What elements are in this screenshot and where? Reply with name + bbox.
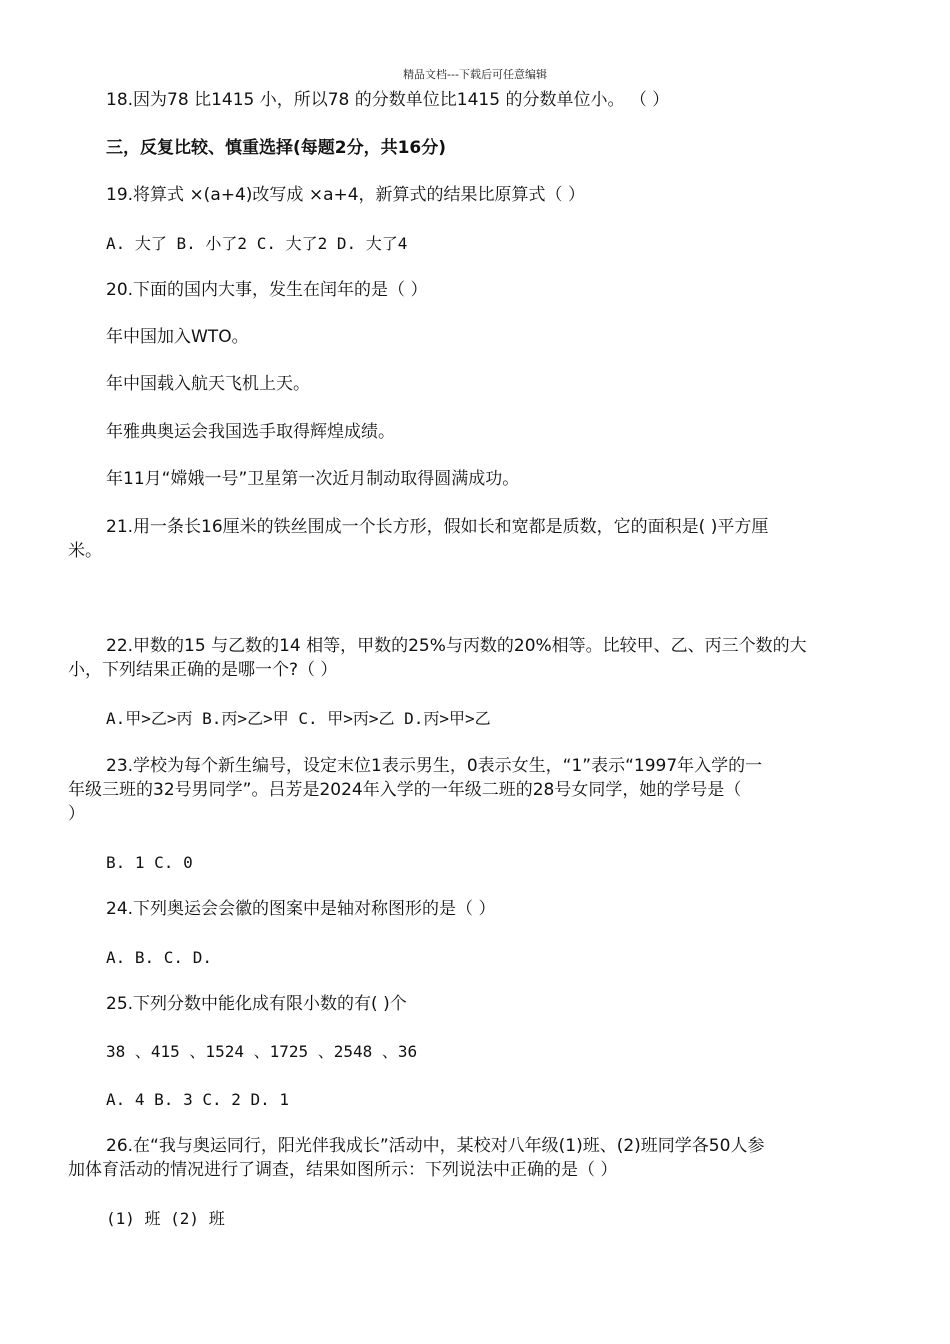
question-21: 21.用一条长16厘米的铁丝围成一个长方形，假如长和宽都是质数，它的面积是( )平方厘	[106, 517, 769, 537]
question-23: 23.学校为每个新生编号，设定末位1表示男生，0表示女生，“1”表示“1997年入学的一	[106, 756, 763, 776]
question-20-item-1: 年中国加入WTO。	[106, 327, 249, 347]
question-23-cont-2: ）	[68, 804, 85, 824]
question-26-figure-labels: (1) 班 (2) 班	[106, 1209, 225, 1228]
question-26: 26.在“我与奥运同行，阳光伴我成长”活动中，某校对八年级(1)班、(2)班同学各50人参	[106, 1136, 765, 1156]
question-22-cont: 小，下列结果正确的是哪一个?（ ）	[68, 660, 338, 680]
question-21-cont: 米。	[68, 541, 102, 561]
question-24-options: A. B. C. D.	[106, 948, 212, 967]
question-20-item-4: 年11月“嫦娥一号”卫星第一次近月制动取得圆满成功。	[106, 469, 520, 489]
page-header: 精品文档---下载后可任意编辑	[403, 68, 547, 81]
question-22-options: A.甲>乙>丙 B.丙>乙>甲 C. 甲>丙>乙 D.丙>甲>乙	[106, 709, 491, 728]
section-heading: 三，反复比较、慎重选择(每题2分，共16分)	[106, 138, 447, 158]
question-19: 19.将算式 ×(a+4)改写成 ×a+4，新算式的结果比原算式（ ）	[106, 185, 585, 205]
question-20-item-2: 年中国载入航天飞机上天。	[106, 374, 310, 394]
question-20: 20.下面的国内大事，发生在闰年的是（ ）	[106, 280, 428, 300]
question-20-item-3: 年雅典奥运会我国选手取得辉煌成绩。	[106, 422, 395, 442]
question-23-options: B. 1 C. 0	[106, 853, 193, 872]
question-19-options: A. 大了 B. 小了2 C. 大了2 D. 大了4	[106, 234, 408, 253]
question-25-options: A. 4 B. 3 C. 2 D. 1	[106, 1090, 290, 1109]
question-26-cont: 加体育活动的情况进行了调查，结果如图所示：下列说法中正确的是（ ）	[68, 1160, 618, 1180]
question-18: 18.因为78 比1415 小，所以78 的分数单位比1415 的分数单位小。 （ ）	[106, 90, 670, 110]
question-22: 22.甲数的15 与乙数的14 相等，甲数的25%与丙数的20%相等。比较甲、乙、丙三个数的大	[106, 636, 807, 656]
question-25: 25.下列分数中能化成有限小数的有( )个	[106, 994, 407, 1014]
question-23-cont: 年级三班的32号男同学”。吕芳是2024年入学的一年级二班的28号女同学，她的学号是（	[68, 780, 742, 800]
question-25-fractions: 38 、415 、1524 、1725 、2548 、36	[106, 1042, 418, 1061]
question-24: 24.下列奥运会会徽的图案中是轴对称图形的是（ ）	[106, 899, 496, 919]
